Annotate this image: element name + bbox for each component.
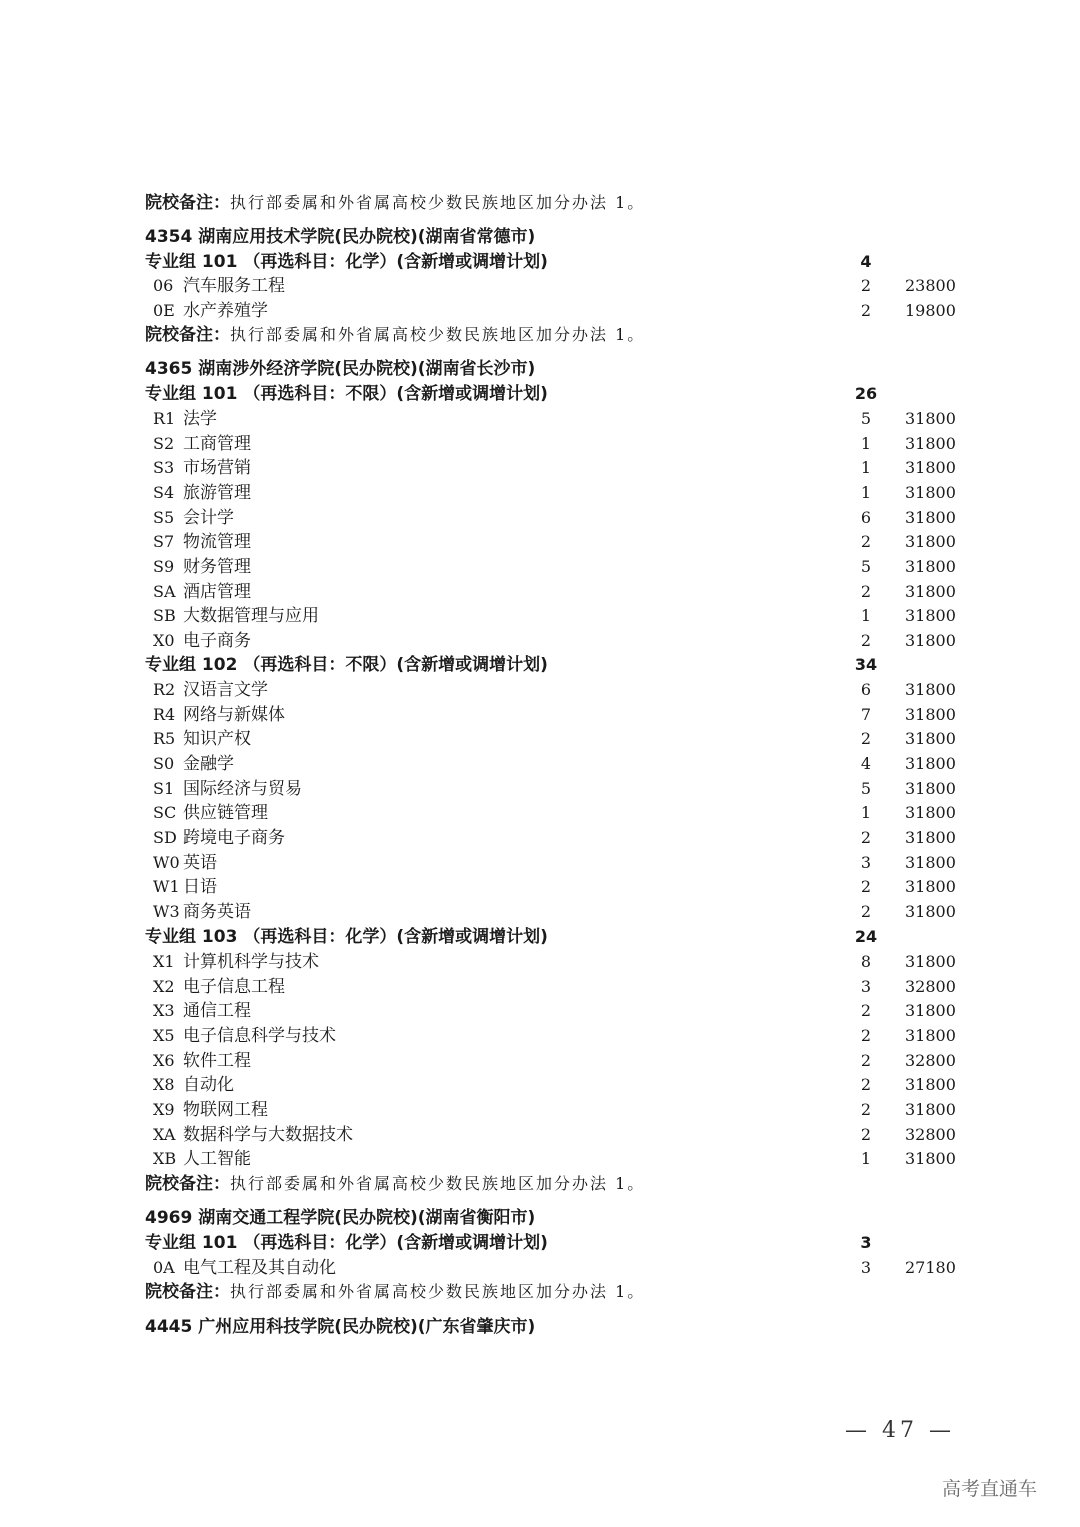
major-name: 物联网工程 bbox=[183, 1099, 268, 1120]
major-name: 大数据管理与应用 bbox=[183, 606, 319, 627]
major-fee: 32800 bbox=[905, 976, 956, 996]
major-name: 水产养殖学 bbox=[183, 301, 268, 321]
major-count: 8 bbox=[860, 952, 872, 971]
major-count: 2 bbox=[860, 877, 872, 897]
major-code: S3 bbox=[153, 458, 175, 478]
major-row bbox=[145, 629, 965, 653]
major-code: S7 bbox=[153, 532, 175, 552]
major-count: 2 bbox=[860, 301, 872, 320]
group-header bbox=[145, 653, 965, 677]
group-count: 34 bbox=[854, 655, 878, 674]
major-code: R2 bbox=[153, 680, 176, 699]
major-name: 日语 bbox=[183, 877, 217, 898]
major-fee: 31800 bbox=[905, 680, 956, 699]
major-row bbox=[145, 481, 965, 505]
major-fee: 31800 bbox=[905, 630, 956, 650]
major-name: 知识产权 bbox=[183, 729, 251, 750]
major-count: 2 bbox=[860, 827, 872, 847]
major-count: 2 bbox=[860, 1075, 872, 1095]
major-fee: 31800 bbox=[905, 827, 956, 847]
major-count: 3 bbox=[860, 976, 872, 996]
school-title: 4354 湖南应用技术学院(民办院校)(湖南省常德市) bbox=[145, 227, 536, 247]
major-row bbox=[145, 678, 965, 702]
major-row bbox=[145, 1256, 965, 1280]
major-row bbox=[145, 875, 965, 899]
major-fee: 31800 bbox=[905, 433, 956, 453]
major-fee: 31800 bbox=[905, 581, 956, 601]
school-note bbox=[145, 1280, 965, 1304]
major-code: X9 bbox=[153, 1099, 175, 1119]
major-code: W3 bbox=[153, 901, 180, 921]
group-title: 专业组 101 （再选科目：化学）(含新增或调增计划) bbox=[145, 1233, 548, 1253]
note-text: 执行部委属和外省属高校少数民族地区加分办法 1。 bbox=[230, 193, 646, 212]
major-name: 电子信息工程 bbox=[183, 976, 285, 997]
major-count: 2 bbox=[860, 630, 872, 650]
major-code: W1 bbox=[153, 877, 180, 897]
major-name: 财务管理 bbox=[183, 556, 251, 577]
note-label: 院校备注： bbox=[145, 1282, 230, 1302]
major-fee: 31800 bbox=[905, 852, 956, 872]
major-name: 酒店管理 bbox=[183, 581, 251, 602]
major-count: 1 bbox=[860, 1149, 872, 1169]
major-fee: 31800 bbox=[905, 803, 956, 823]
major-code: 0A bbox=[153, 1258, 175, 1277]
major-name: 人工智能 bbox=[183, 1149, 251, 1170]
major-name: 电子信息科学与技术 bbox=[183, 1025, 336, 1046]
major-name: 工商管理 bbox=[183, 433, 251, 454]
major-count: 2 bbox=[860, 1050, 872, 1070]
major-code: X8 bbox=[153, 1075, 175, 1095]
major-name: 电气工程及其自动化 bbox=[183, 1258, 336, 1278]
major-count: 5 bbox=[860, 409, 872, 428]
major-row bbox=[145, 1073, 965, 1097]
major-fee: 31800 bbox=[905, 556, 956, 576]
major-fee: 31800 bbox=[905, 458, 956, 478]
major-code: S9 bbox=[153, 556, 175, 576]
major-code: X3 bbox=[153, 1001, 175, 1021]
group-header bbox=[145, 1231, 965, 1255]
major-code: R1 bbox=[153, 409, 176, 428]
major-name: 网络与新媒体 bbox=[183, 704, 285, 725]
major-name: 商务英语 bbox=[183, 901, 251, 922]
major-row bbox=[145, 407, 965, 431]
major-fee: 31800 bbox=[905, 952, 956, 971]
major-count: 7 bbox=[860, 704, 872, 724]
major-code: S2 bbox=[153, 433, 175, 453]
major-code: XB bbox=[153, 1149, 177, 1169]
major-count: 2 bbox=[860, 1001, 872, 1021]
school-note bbox=[145, 323, 965, 347]
major-row bbox=[145, 851, 965, 875]
major-row bbox=[145, 1123, 965, 1147]
group-title: 专业组 101 （再选科目：化学）(含新增或调增计划) bbox=[145, 252, 548, 272]
major-code: X6 bbox=[153, 1050, 175, 1070]
major-count: 3 bbox=[860, 852, 872, 872]
school-note bbox=[145, 1172, 965, 1196]
major-fee: 31800 bbox=[905, 482, 956, 502]
major-code: SA bbox=[153, 581, 176, 601]
group-header bbox=[145, 925, 965, 949]
note-text: 执行部委属和外省属高校少数民族地区加分办法 1。 bbox=[230, 325, 646, 344]
school-title: 4969 湖南交通工程学院(民办院校)(湖南省衡阳市) bbox=[145, 1208, 536, 1228]
major-code: SB bbox=[153, 606, 176, 626]
major-code: XA bbox=[153, 1124, 176, 1144]
major-count: 2 bbox=[860, 276, 872, 295]
note-text: 执行部委属和外省属高校少数民族地区加分办法 1。 bbox=[230, 1174, 646, 1193]
major-fee: 19800 bbox=[905, 301, 956, 320]
major-row bbox=[145, 975, 965, 999]
major-fee: 23800 bbox=[905, 276, 956, 295]
major-row bbox=[145, 703, 965, 727]
group-count: 3 bbox=[860, 1233, 872, 1252]
group-header bbox=[145, 250, 965, 274]
major-row bbox=[145, 999, 965, 1023]
major-count: 2 bbox=[860, 729, 872, 749]
major-code: 0E bbox=[153, 301, 175, 320]
major-name: 数据科学与大数据技术 bbox=[183, 1124, 353, 1145]
major-name: 汉语言文学 bbox=[183, 680, 268, 700]
group-title: 专业组 101 （再选科目：不限）(含新增或调增计划) bbox=[145, 384, 548, 404]
major-fee: 31800 bbox=[905, 1099, 956, 1119]
major-name: 物流管理 bbox=[183, 532, 251, 553]
major-code: X2 bbox=[153, 976, 175, 996]
group-title: 专业组 102 （再选科目：不限）(含新增或调增计划) bbox=[145, 655, 548, 675]
major-fee: 31800 bbox=[905, 1075, 956, 1095]
major-code: R4 bbox=[153, 704, 176, 724]
major-count: 2 bbox=[860, 1099, 872, 1119]
major-fee: 31800 bbox=[905, 1001, 956, 1021]
major-row bbox=[145, 299, 965, 323]
major-count: 3 bbox=[860, 1258, 872, 1277]
note-text: 执行部委属和外省属高校少数民族地区加分办法 1。 bbox=[230, 1282, 646, 1301]
major-row bbox=[145, 1024, 965, 1048]
major-fee: 31800 bbox=[905, 532, 956, 552]
major-code: X0 bbox=[153, 630, 175, 650]
major-code: W0 bbox=[153, 852, 180, 872]
major-fee: 31800 bbox=[905, 507, 956, 527]
major-row bbox=[145, 777, 965, 801]
major-name: 法学 bbox=[183, 409, 217, 429]
school-note bbox=[145, 191, 965, 215]
major-row bbox=[145, 274, 965, 298]
major-row bbox=[145, 826, 965, 850]
group-count: 4 bbox=[860, 252, 872, 271]
major-count: 1 bbox=[860, 482, 872, 502]
major-fee: 32800 bbox=[905, 1050, 956, 1070]
major-fee: 31800 bbox=[905, 901, 956, 921]
major-name: 供应链管理 bbox=[183, 803, 268, 824]
major-row bbox=[145, 727, 965, 751]
major-fee: 31800 bbox=[905, 1025, 956, 1045]
major-code: X5 bbox=[153, 1025, 175, 1045]
major-code: S5 bbox=[153, 507, 175, 527]
major-fee: 31800 bbox=[905, 1149, 956, 1169]
note-label: 院校备注： bbox=[145, 193, 230, 213]
major-fee: 31800 bbox=[905, 704, 956, 724]
major-count: 6 bbox=[860, 680, 872, 699]
major-code: S4 bbox=[153, 482, 175, 502]
major-fee: 27180 bbox=[905, 1258, 956, 1277]
major-row bbox=[145, 555, 965, 579]
major-name: 会计学 bbox=[183, 507, 234, 528]
major-code: SC bbox=[153, 803, 177, 823]
major-row bbox=[145, 1098, 965, 1122]
major-count: 2 bbox=[860, 581, 872, 601]
major-code: S1 bbox=[153, 778, 175, 798]
major-row bbox=[145, 604, 965, 628]
major-count: 1 bbox=[860, 433, 872, 453]
major-row bbox=[145, 900, 965, 924]
major-count: 2 bbox=[860, 1124, 872, 1144]
school-title: 4445 广州应用科技学院(民办院校)(广东省肇庆市) bbox=[145, 1317, 536, 1337]
major-count: 6 bbox=[860, 507, 872, 527]
major-code: 06 bbox=[153, 276, 174, 295]
major-row bbox=[145, 432, 965, 456]
major-fee: 31800 bbox=[905, 753, 956, 773]
major-row bbox=[145, 801, 965, 825]
major-name: 电子商务 bbox=[183, 630, 251, 651]
major-name: 通信工程 bbox=[183, 1001, 251, 1022]
major-fee: 31800 bbox=[905, 778, 956, 798]
major-fee: 32800 bbox=[905, 1124, 956, 1144]
group-count: 24 bbox=[854, 927, 878, 946]
major-count: 2 bbox=[860, 901, 872, 921]
watermark: 高考直通车 bbox=[942, 1478, 1038, 1500]
major-count: 1 bbox=[860, 803, 872, 823]
major-name: 跨境电子商务 bbox=[183, 827, 285, 848]
major-code: SD bbox=[153, 827, 177, 847]
note-label: 院校备注： bbox=[145, 325, 230, 345]
major-row bbox=[145, 506, 965, 530]
group-header bbox=[145, 382, 965, 406]
major-row bbox=[145, 752, 965, 776]
major-row bbox=[145, 950, 965, 974]
note-label: 院校备注： bbox=[145, 1174, 230, 1194]
major-count: 1 bbox=[860, 606, 872, 626]
major-count: 2 bbox=[860, 532, 872, 552]
major-count: 2 bbox=[860, 1025, 872, 1045]
page-number: — 47 — bbox=[845, 1418, 955, 1443]
major-row bbox=[145, 456, 965, 480]
major-name: 软件工程 bbox=[183, 1050, 251, 1071]
group-title: 专业组 103 （再选科目：化学）(含新增或调增计划) bbox=[145, 927, 548, 947]
group-count: 26 bbox=[854, 384, 878, 403]
major-fee: 31800 bbox=[905, 409, 956, 428]
major-fee: 31800 bbox=[905, 729, 956, 749]
major-name: 自动化 bbox=[183, 1075, 234, 1096]
major-code: X1 bbox=[153, 952, 175, 971]
major-code: R5 bbox=[153, 729, 176, 749]
school-title: 4365 湖南涉外经济学院(民办院校)(湖南省长沙市) bbox=[145, 359, 536, 379]
major-name: 计算机科学与技术 bbox=[183, 952, 319, 972]
major-row bbox=[145, 580, 965, 604]
major-code: S0 bbox=[153, 753, 175, 773]
major-count: 5 bbox=[860, 778, 872, 798]
major-row bbox=[145, 1147, 965, 1171]
major-count: 1 bbox=[860, 458, 872, 478]
major-name: 旅游管理 bbox=[183, 482, 251, 503]
major-fee: 31800 bbox=[905, 877, 956, 897]
major-name: 国际经济与贸易 bbox=[183, 778, 302, 799]
major-count: 4 bbox=[860, 753, 872, 773]
major-name: 汽车服务工程 bbox=[183, 276, 285, 296]
major-row bbox=[145, 530, 965, 554]
major-name: 市场营销 bbox=[183, 458, 251, 479]
major-count: 5 bbox=[860, 556, 872, 576]
major-name: 金融学 bbox=[183, 753, 234, 774]
major-row bbox=[145, 1049, 965, 1073]
major-name: 英语 bbox=[183, 852, 217, 873]
major-fee: 31800 bbox=[905, 606, 956, 626]
